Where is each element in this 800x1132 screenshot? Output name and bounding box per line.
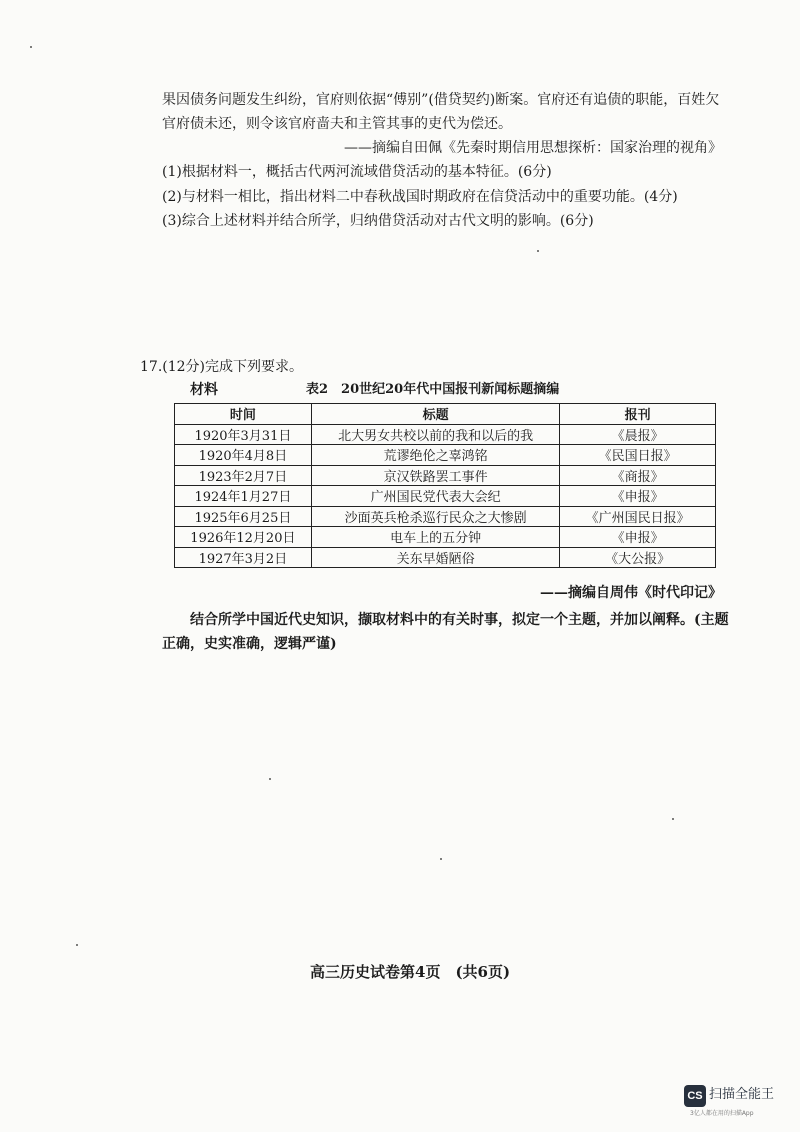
header-newspaper: 报刊 bbox=[560, 404, 716, 425]
row-newspaper: 《民国日报》 bbox=[560, 445, 716, 466]
row-title: 电车上的五分钟 bbox=[311, 527, 560, 548]
row-date: 1926年12月20日 bbox=[175, 527, 312, 548]
news-headline-table bbox=[174, 403, 716, 568]
q17-material-label: 材料 bbox=[190, 382, 218, 398]
row-title: 关东早婚陋俗 bbox=[311, 547, 560, 568]
table-row bbox=[175, 486, 716, 507]
q16-subquestion-3: (3)综合上述材料并结合所学，归纳借贷活动对古代文明的影响。(6分) bbox=[162, 213, 594, 229]
row-date: 1920年4月8日 bbox=[175, 445, 312, 466]
camscanner-logo: CS bbox=[684, 1085, 706, 1107]
q16-material-line-1: 果因债务问题发生纠纷，官府则依据“傅别”(借贷契约)断案。官府还有追债的职能，百姓欠 bbox=[162, 92, 720, 108]
q16-source-citation: ——摘编自田佩《先秦时期信用思想探析：国家治理的视角》 bbox=[344, 140, 722, 156]
row-date: 1924年1月27日 bbox=[175, 486, 312, 507]
q17-heading: 17.(12分)完成下列要求。 bbox=[140, 359, 304, 375]
row-date: 1923年2月7日 bbox=[175, 465, 312, 486]
row-newspaper: 《大公报》 bbox=[560, 547, 716, 568]
page-footer: 高三历史试卷第4页 (共6页) bbox=[310, 963, 511, 981]
q17-prompt-line-2: 正确，史实准确，逻辑严谨) bbox=[162, 636, 337, 652]
scan-speck bbox=[269, 778, 271, 780]
table-row bbox=[175, 527, 716, 548]
row-title: 京汉铁路罢工事件 bbox=[311, 465, 560, 486]
header-title: 标题 bbox=[311, 404, 560, 425]
row-newspaper: 《晨报》 bbox=[560, 424, 716, 445]
scan-speck bbox=[30, 46, 32, 48]
row-newspaper: 《申报》 bbox=[560, 527, 716, 548]
q17-table-caption: 表2 20世纪20年代中国报刊新闻标题摘编 bbox=[306, 382, 560, 397]
table-row bbox=[175, 445, 716, 466]
camscanner-tagline: 3亿人都在用的扫描App bbox=[690, 1110, 754, 1117]
row-newspaper: 《广州国民日报》 bbox=[560, 506, 716, 527]
row-date: 1927年3月2日 bbox=[175, 547, 312, 568]
row-newspaper: 《商报》 bbox=[560, 465, 716, 486]
q16-subquestion-1: (1)根据材料一，概括古代两河流域借贷活动的基本特征。(6分) bbox=[162, 164, 552, 180]
row-title: 广州国民党代表大会纪 bbox=[311, 486, 560, 507]
scan-speck bbox=[672, 818, 674, 820]
row-date: 1920年3月31日 bbox=[175, 424, 312, 445]
table-row bbox=[175, 547, 716, 568]
q17-source-citation: ——摘编自周伟《时代印记》 bbox=[540, 585, 722, 601]
row-title: 荒谬绝伦之辜鸿铭 bbox=[311, 445, 560, 466]
q16-subquestion-2: (2)与材料一相比，指出材料二中春秋战国时期政府在信贷活动中的重要功能。(4分) bbox=[162, 189, 678, 205]
table-row bbox=[175, 506, 716, 527]
row-title: 北大男女共校以前的我和以后的我 bbox=[311, 424, 560, 445]
row-newspaper: 《申报》 bbox=[560, 486, 716, 507]
table-row bbox=[175, 424, 716, 445]
q17-prompt-line-1: 结合所学中国近代史知识，撷取材料中的有关时事，拟定一个主题，并加以阐释。(主题 bbox=[190, 612, 729, 628]
table-header-row bbox=[175, 404, 716, 425]
q16-material-line-2: 官府债未还，则令该官府啬夫和主管其事的吏代为偿还。 bbox=[162, 116, 512, 132]
row-date: 1925年6月25日 bbox=[175, 506, 312, 527]
header-date: 时间 bbox=[175, 404, 312, 425]
table-row bbox=[175, 465, 716, 486]
row-title: 沙面英兵枪杀巡行民众之大惨剧 bbox=[311, 506, 560, 527]
scan-speck bbox=[76, 944, 78, 946]
scan-speck bbox=[537, 250, 539, 252]
camscanner-name: 扫描全能王 bbox=[709, 1087, 775, 1102]
scan-speck bbox=[440, 858, 442, 860]
